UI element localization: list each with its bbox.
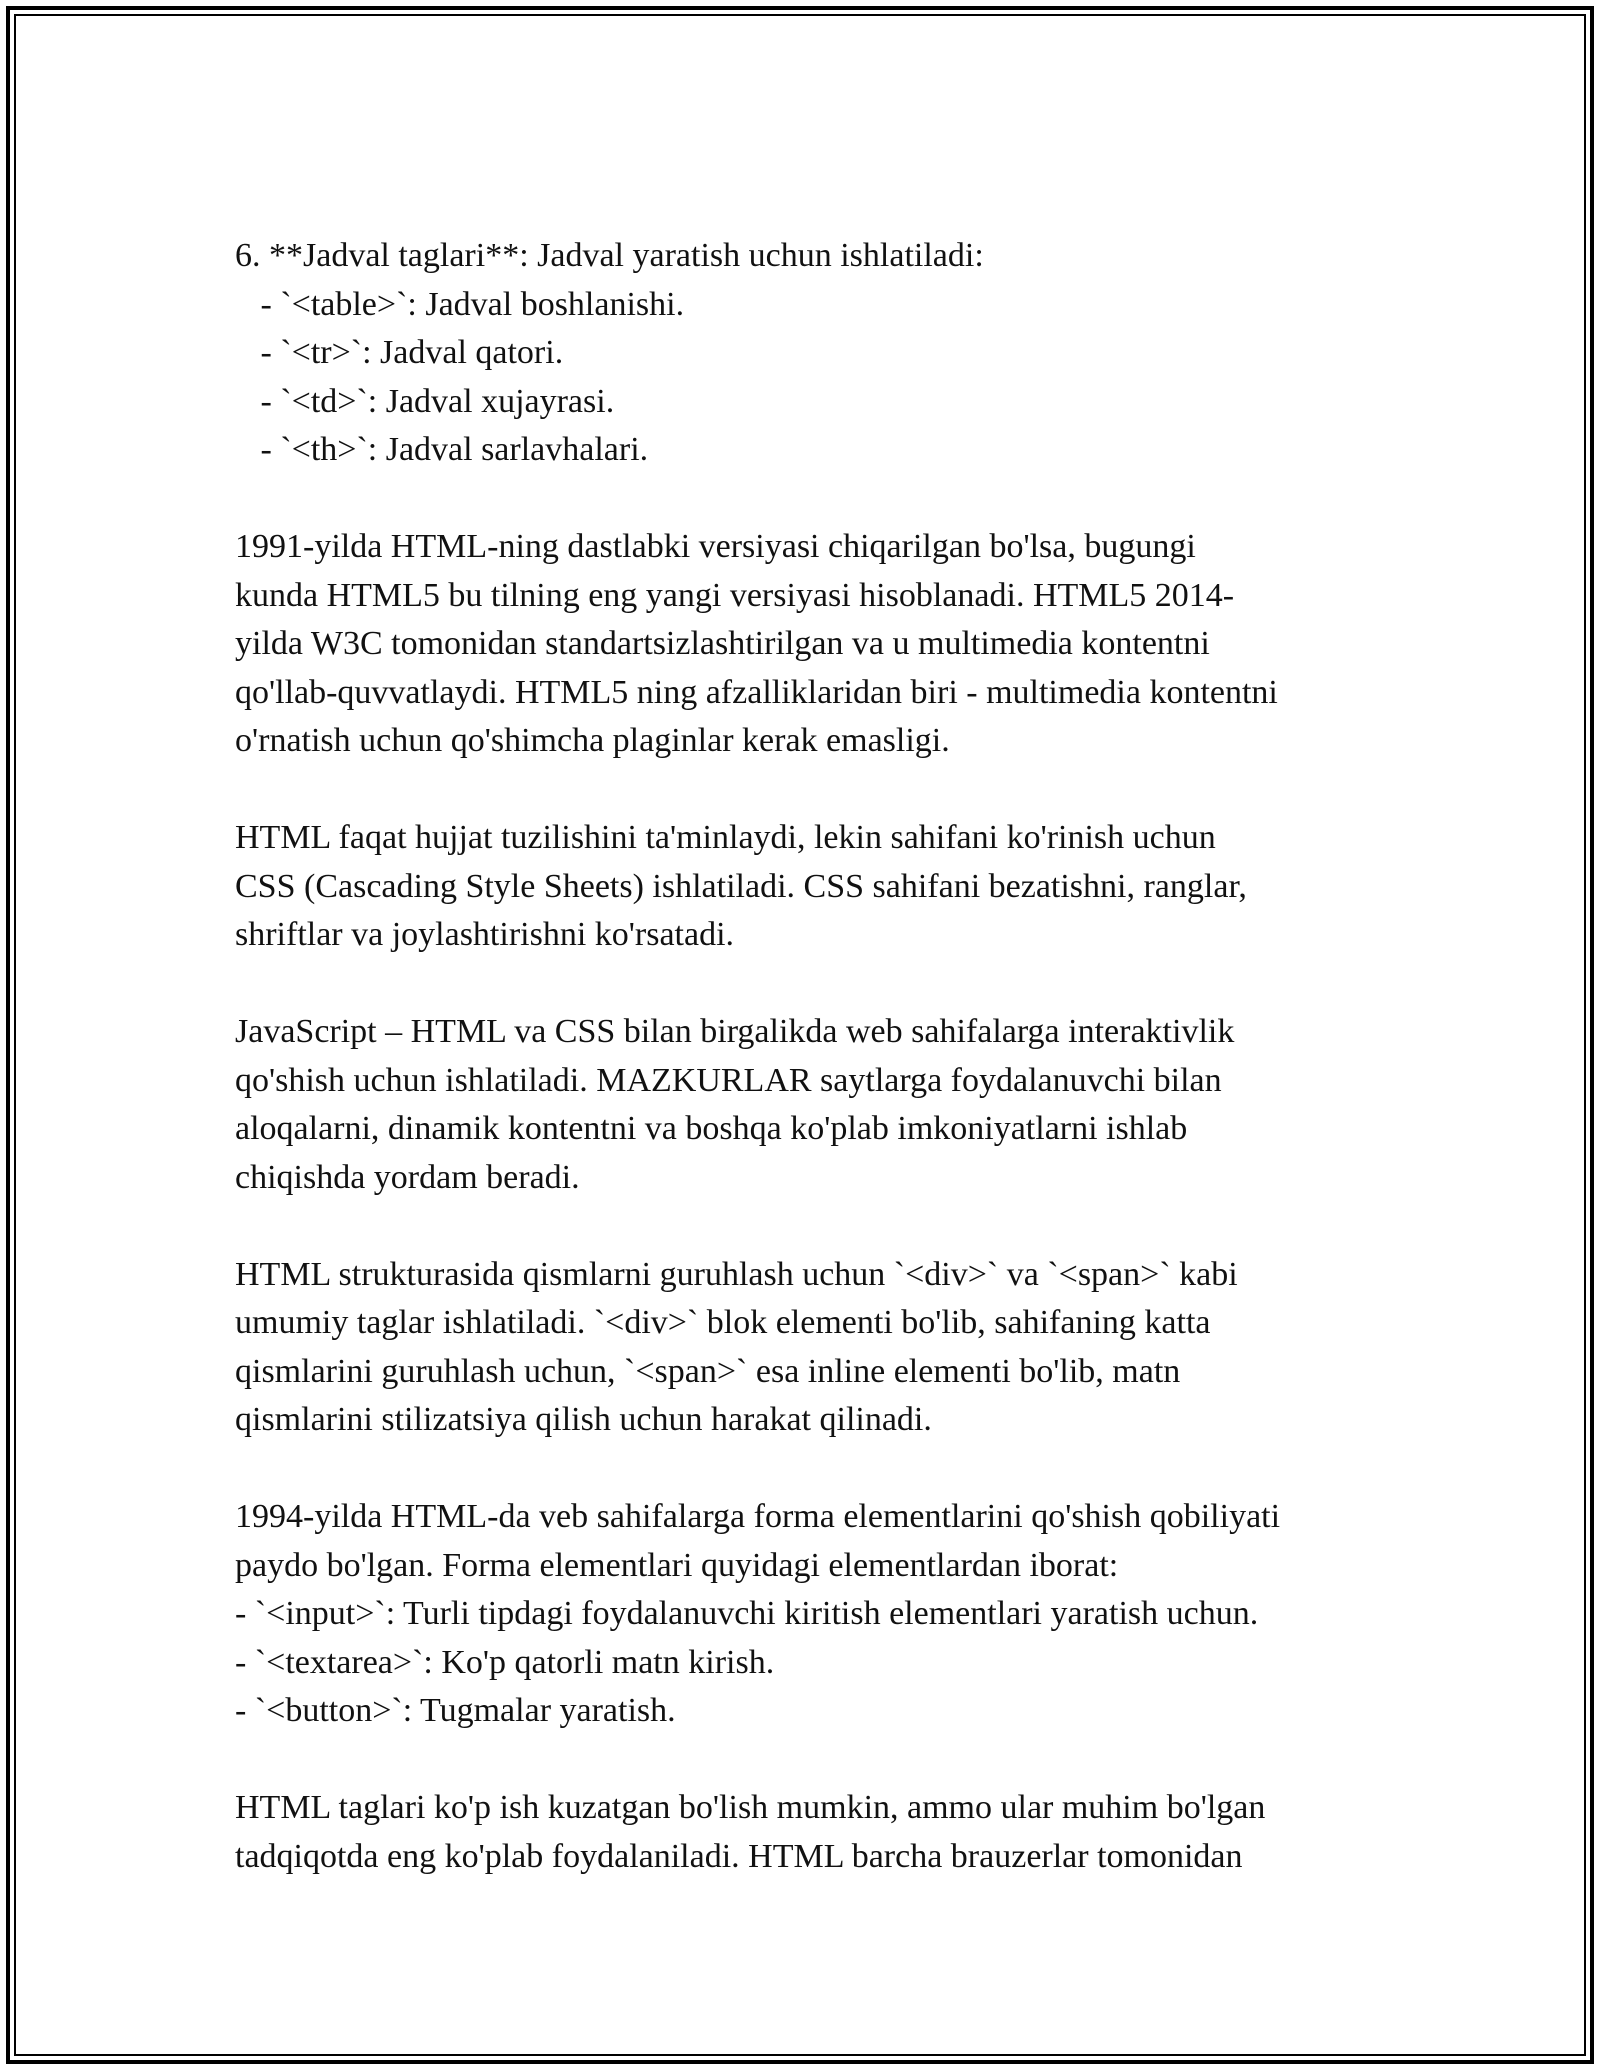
paragraph-line: HTML taglari ko'p ish kuzatgan bo'lish mumkin, ammo ular muhim bo'lgan — [235, 1789, 1266, 1826]
list-item: - `<table>`: Jadval boshlanishi. — [235, 285, 685, 323]
paragraph-line: aloqalarni, dinamik kontentni va boshqa ko'plab imkoniyatlarni ishlab — [235, 1110, 1188, 1147]
paragraph-line: qismlarini stilizatsiya qilish uchun harakat qilinadi. — [235, 1401, 932, 1438]
paragraph-line: yilda W3C tomonidan standartsizlashtirilgan va u multimedia kontentni — [235, 625, 1210, 662]
paragraph-div-span — [235, 1251, 1375, 1445]
paragraph-line: tadqiqotda eng ko'plab foydalaniladi. HTML barcha brauzerlar tomonidan — [235, 1837, 1243, 1875]
paragraph-css — [235, 814, 1375, 960]
paragraph-html5 — [235, 523, 1375, 766]
paragraph-line: o'rnatish uchun qo'shimcha plaginlar kerak emasligi. — [235, 722, 950, 759]
paragraph-line: qo'llab-quvvatlaydi. HTML5 ning afzalliklaridan biri - multimedia kontentni — [235, 673, 1278, 711]
section-heading: 6. **Jadval taglari**: Jadval yaratish uchun ishlatiladi: — [235, 237, 984, 274]
paragraph-line: CSS (Cascading Style Sheets) ishlatiladi. CSS sahifani bezatishni, ranglar, — [235, 867, 1247, 905]
paragraph-line: 1994-yilda HTML-da veb sahifalarga forma elementlarini qo'shish qobiliyati — [235, 1498, 1281, 1535]
section-tables — [235, 232, 1375, 475]
paragraph-gap — [235, 475, 1375, 524]
paragraph-line: qo'shish uchun ishlatiladi. MAZKURLAR saytlarga foydalanuvchi bilan — [235, 1061, 1222, 1099]
paragraph-line: HTML strukturasida qismlarni guruhlash uchun `<div>` va `<span>` kabi — [235, 1255, 1238, 1293]
paragraph-line: chiqishda yordam beradi. — [235, 1158, 580, 1196]
list-item: - `<input>`: Turli tipdagi foydalanuvchi kiritish elementlari yaratish uchun. — [235, 1595, 1259, 1632]
paragraph-line: HTML faqat hujjat tuzilishini ta'minlaydi, lekin sahifani ko'rinish uchun — [235, 819, 1216, 856]
paragraph-forms — [235, 1493, 1375, 1736]
paragraph-line: JavaScript – HTML va CSS bilan birgalikda web sahifalarga interaktivlik — [235, 1013, 1235, 1050]
paragraph-line: shriftlar va joylashtirishni ko'rsatadi. — [235, 916, 735, 953]
paragraph-line: paydo bo'lgan. Forma elementlari quyidagi elementlardan iborat: — [235, 1546, 1119, 1584]
document-body — [235, 232, 1375, 1881]
list-item: - `<button>`: Tugmalar yaratish. — [235, 1692, 676, 1729]
paragraph-gap — [235, 960, 1375, 1009]
paragraph-tags — [235, 1784, 1375, 1881]
paragraph-javascript — [235, 1008, 1375, 1202]
list-item: - `<tr>`: Jadval qatori. — [235, 334, 564, 371]
paragraph-gap — [235, 1445, 1375, 1494]
paragraph-gap — [235, 1202, 1375, 1251]
paragraph-gap — [235, 766, 1375, 815]
paragraph-line: umumiy taglar ishlatiladi. `<div>` blok elementi bo'lib, sahifaning katta — [235, 1304, 1211, 1341]
paragraph-line: kunda HTML5 bu tilning eng yangi versiyasi hisoblanadi. HTML5 2014- — [235, 576, 1235, 614]
list-item: - `<th>`: Jadval sarlavhalari. — [235, 431, 649, 468]
list-item: - `<textarea>`: Ko'p qatorli matn kirish. — [235, 1643, 775, 1681]
list-item: - `<td>`: Jadval xujayrasi. — [235, 382, 615, 420]
paragraph-line: 1991-yilda HTML-ning dastlabki versiyasi chiqarilgan bo'lsa, bugungi — [235, 528, 1196, 565]
paragraph-gap — [235, 1736, 1375, 1785]
paragraph-line: qismlarini guruhlash uchun, `<span>` esa inline elementi bo'lib, matn — [235, 1352, 1181, 1390]
